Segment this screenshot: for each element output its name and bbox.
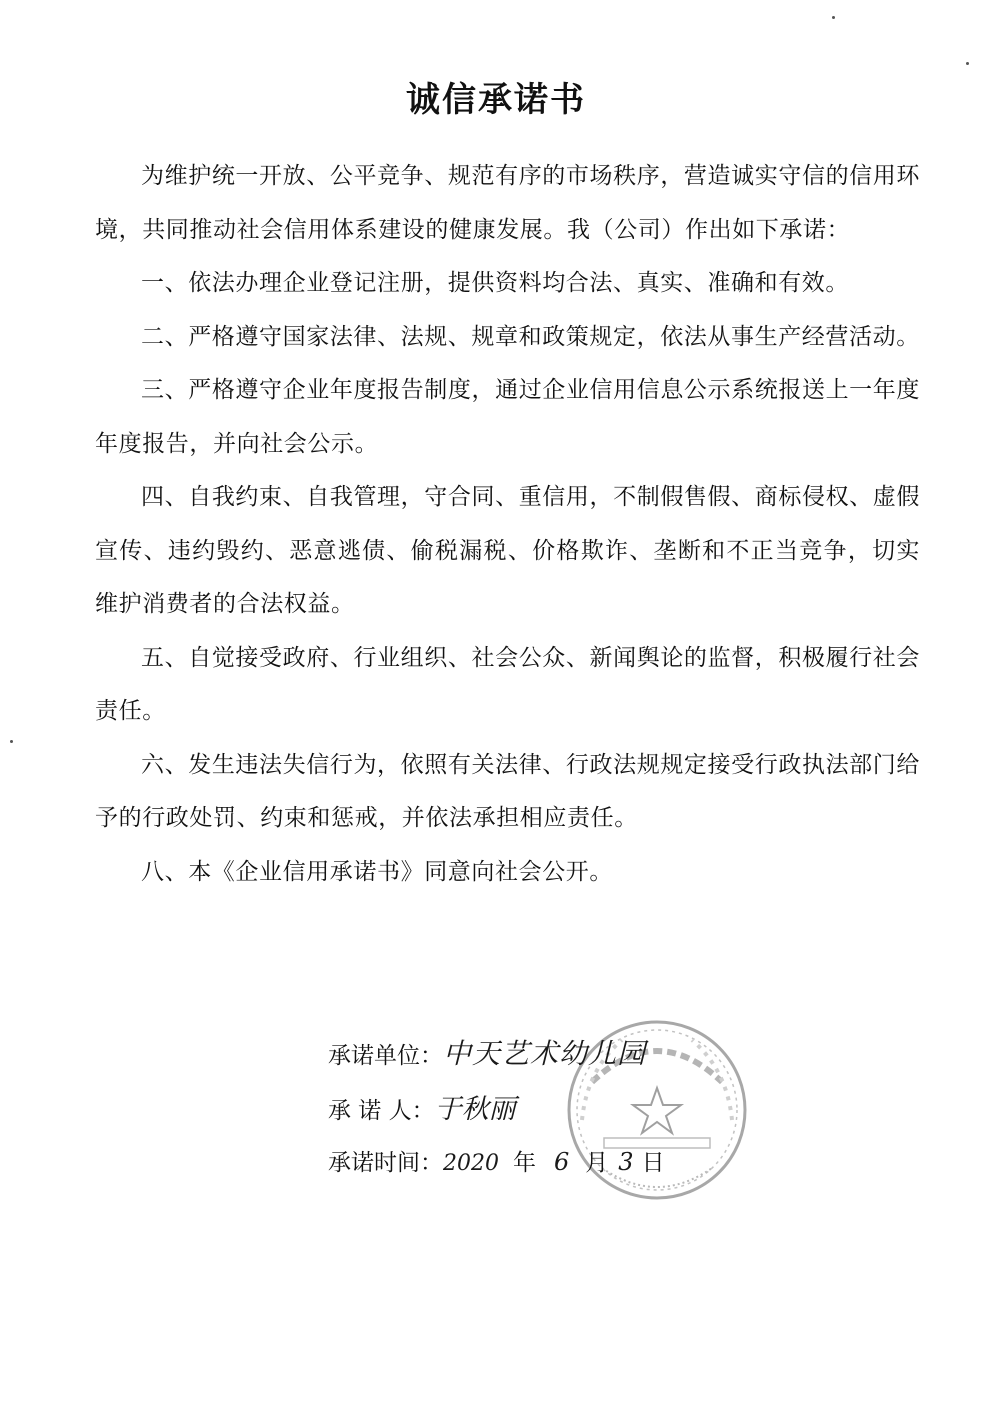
- commitment-item-1: 一、依法办理企业登记注册，提供资料均合法、真实、准确和有效。: [141, 270, 849, 296]
- signature-person-row: [328, 1090, 516, 1130]
- date-year-handwritten: 2020: [443, 1151, 499, 1176]
- commitment-item-3: 三、严格遵守企业年度报告制度，通过企业信用信息公示系统报送上一年度年度报告，并向社会公示。: [95, 377, 920, 457]
- date-year-unit: 年: [513, 1150, 536, 1176]
- unit-label: 承诺单位：: [328, 1043, 443, 1069]
- signature-date-row: [328, 1142, 665, 1182]
- commitment-item-5: 五、自觉接受政府、行业组织、社会公众、新闻舆论的监督，积极履行社会责任。: [95, 644, 920, 724]
- intro-paragraph: 为维护统一开放、公平竞争、规范有序的市场秩序，营造诚实守信的信用环境，共同推动社会信用体系建设的健康发展。我（公司）作出如下承诺：: [95, 163, 920, 243]
- person-handwritten-signature: 于秋丽: [434, 1094, 516, 1125]
- commitment-item-8: 八、本《企业信用承诺书》同意向社会公开。: [141, 858, 613, 885]
- scan-speck: [10, 740, 13, 743]
- document-body: [95, 150, 920, 899]
- date-month-unit: 月: [585, 1150, 609, 1176]
- document-title: 诚信承诺书: [406, 80, 586, 120]
- scan-speck: [832, 16, 835, 19]
- unit-handwritten-value: 中天艺术幼儿园: [443, 1037, 647, 1070]
- commitment-item-2: 二、严格遵守国家法律、法规、规章和政策规定，依法从事生产经营活动。: [141, 323, 920, 350]
- date-day-handwritten: 3: [618, 1148, 634, 1176]
- person-label: 承 诺 人：: [328, 1098, 435, 1124]
- scan-speck: [966, 62, 969, 65]
- signature-unit-row: [328, 1034, 646, 1074]
- date-label: 承诺时间：: [328, 1150, 443, 1176]
- date-month-handwritten: 6: [554, 1148, 570, 1176]
- commitment-item-6: 六、发生违法失信行为，依照有关法律、行政法规规定接受行政执法部门给予的行政处罚、约束和惩戒，并依法承担相应责任。: [95, 751, 920, 831]
- signature-block: [328, 1030, 768, 1210]
- date-day-unit: 日: [641, 1150, 665, 1176]
- commitment-item-4: 四、自我约束、自我管理，守合同、重信用，不制假售假、商标侵权、虚假宣传、违约毁约、恶意逃债、偷税漏税、价格欺诈、垄断和不正当竞争，切实维护消费者的合法权益。: [95, 484, 920, 617]
